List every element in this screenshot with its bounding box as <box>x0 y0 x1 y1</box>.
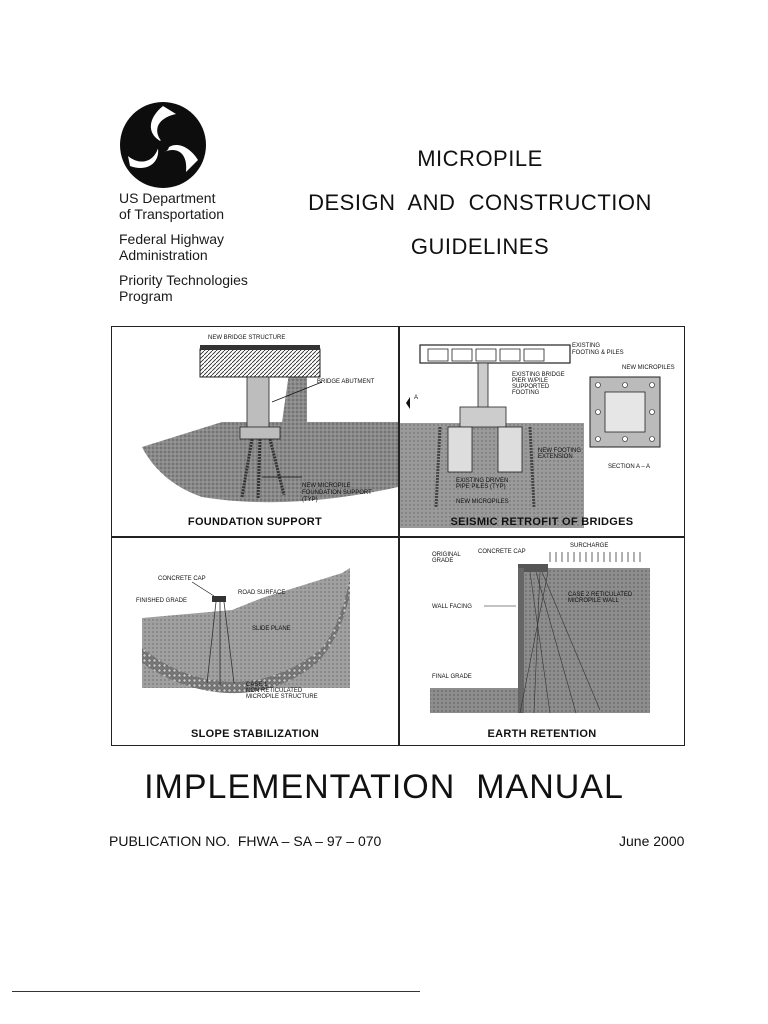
publication-number: PUBLICATION NO. FHWA – SA – 97 – 070 <box>109 833 382 849</box>
label-surcharge: SURCHARGE <box>570 543 609 549</box>
publication-date: June 2000 <box>619 833 685 849</box>
label-concrete-cap: CONCRETE CAP <box>158 576 206 582</box>
label-new-bridge-structure: NEW BRIDGE STRUCTURE <box>208 335 286 341</box>
label-new-micropiles: NEW MICROPILES <box>622 365 675 371</box>
label-non-reticulated: NON RETICULATED <box>246 688 303 694</box>
agency-line: Federal Highway <box>119 231 225 247</box>
label-typ: (TYP) <box>302 497 318 503</box>
label-existing-bridge: EXISTING BRIDGE <box>512 372 565 378</box>
label-concrete-cap-2: CONCRETE CAP <box>478 549 526 555</box>
label-footing: FOOTING <box>512 390 540 396</box>
agency-line: Priority Technologies <box>119 272 248 288</box>
title-line-2: DESIGN AND CONSTRUCTION <box>308 190 652 215</box>
label-section-aa: SECTION A – A <box>608 464 651 470</box>
agency-line: Program <box>119 288 173 304</box>
caption-seismic-retrofit: SEISMIC RETROFIT OF BRIDGES <box>450 516 634 528</box>
agency-dot <box>119 190 224 222</box>
panel-slope-stabilization <box>112 538 398 745</box>
label-footing-piles: FOOTING & PILES <box>572 350 624 356</box>
caption-slope-stabilization: SLOPE STABILIZATION <box>190 728 320 740</box>
label-foundation-support: FOUNDATION SUPPORT <box>302 490 372 496</box>
label-existing: EXISTING <box>572 343 601 349</box>
label-new-footing: NEW FOOTING <box>538 448 581 454</box>
label-new-micropiles-2: NEW MICROPILES <box>456 499 509 505</box>
footer-rule <box>12 991 420 992</box>
label-pier-wpile: PIER W/PILE <box>512 378 549 384</box>
label-final-grade: FINAL GRADE <box>432 674 472 680</box>
seismic-diagram <box>400 327 684 536</box>
agency-line: Administration <box>119 247 208 263</box>
panel-foundation-support <box>112 327 398 536</box>
label-grade: GRADE <box>432 558 454 564</box>
label-slide-plane: SLIDE PLANE <box>252 626 291 632</box>
manual-title: IMPLEMENTATION MANUAL <box>144 768 624 806</box>
label-road-surface: ROAD SURFACE <box>238 590 286 596</box>
label-section-mark: A <box>414 395 419 401</box>
label-supported: SUPPORTED <box>512 384 550 390</box>
usdot-logo <box>118 100 208 190</box>
label-wall-facing: WALL FACING <box>432 604 472 610</box>
label-finished-grade: FINISHED GRADE <box>136 598 188 604</box>
label-case-1: CASE 1 <box>246 682 268 688</box>
label-bridge-abutment: BRIDGE ABUTMENT <box>317 379 375 385</box>
label-new-micropile: NEW MICROPILE <box>302 483 351 489</box>
label-existing-driven: EXISTING DRIVEN <box>456 478 509 484</box>
caption-foundation-support: FOUNDATION SUPPORT <box>187 516 323 528</box>
agency-fhwa <box>119 231 224 263</box>
label-micropile-wall: MICROPILE WALL <box>568 598 619 604</box>
retention-diagram <box>400 538 684 745</box>
agency-program <box>119 272 248 304</box>
label-micropile-structure: MICROPILE STRUCTURE <box>246 694 318 700</box>
title-line-1: MICROPILE <box>417 146 543 171</box>
label-case-2: CASE 2 RETICULATED <box>568 592 633 598</box>
agency-line: US Department <box>119 190 216 206</box>
agency-line: of Transportation <box>119 206 225 222</box>
foundation-diagram <box>112 327 398 536</box>
label-pipe-piles: PIPE PILES (TYP) <box>456 484 506 490</box>
caption-earth-retention: EARTH RETENTION <box>487 728 597 740</box>
label-original: ORIGINAL <box>432 552 461 558</box>
panel-earth-retention <box>400 538 684 745</box>
title-line-3: GUIDELINES <box>410 234 550 259</box>
panel-seismic-retrofit <box>400 327 684 536</box>
slope-diagram <box>112 538 398 745</box>
label-extension: EXTENSION <box>538 454 573 460</box>
